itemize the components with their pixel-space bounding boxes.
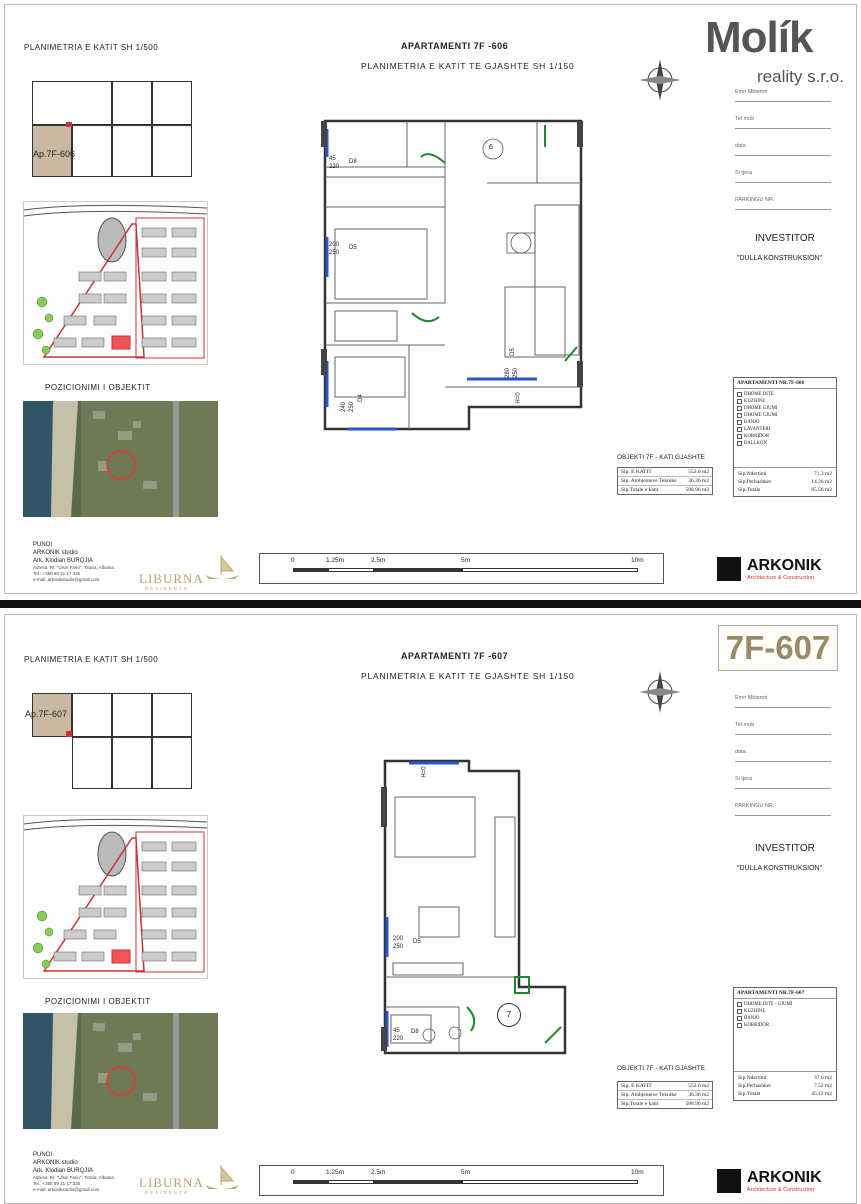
summary-row: Sip.Perbashket 14.26 m2 xyxy=(738,479,832,485)
door-label-d8: D8 xyxy=(349,159,357,165)
arkonik-logo: ARKONIK xyxy=(747,1169,822,1186)
site-plan xyxy=(23,201,208,365)
liburna-sub: RESIDENCE xyxy=(145,586,190,591)
keyplan-title: PLANIMETRIA E KATIT SH 1/500 xyxy=(24,43,159,52)
room-row: DHOME GJUMI xyxy=(734,405,836,412)
door-number: 6 xyxy=(489,144,493,151)
object-title: OBJEKTI 7F - KATI GJASHTE xyxy=(617,454,706,461)
window-label-2: 45 220 xyxy=(393,1028,404,1042)
room-row: KUZHINE xyxy=(734,398,836,405)
room-row: DHOME DITE - GJUMI xyxy=(734,1001,836,1008)
apartment-title: APARTAMENTI 7F -607 xyxy=(401,651,509,661)
investor-label: INVESTITOR xyxy=(755,233,815,244)
object-row: Sip.Totale e katit 588.96 m2 xyxy=(621,1101,709,1107)
site-plan xyxy=(23,815,208,979)
apartment-subtitle: PLANIMETRIA E KATIT TE GJASHTE SH 1/150 xyxy=(361,61,575,71)
client-form: Emri Mbiemri Tel mob data Si tjera PARKINGU NR. xyxy=(735,89,831,210)
room-row: DHOME GJUMI xyxy=(734,412,836,419)
arkonik-tagline: Architecture & Construction xyxy=(747,1187,814,1193)
room-row: DHOME DITE xyxy=(734,391,836,398)
room-row: KORRIDOR xyxy=(734,433,836,440)
summary-row: Sip.Totale 45.12 m2 xyxy=(738,1091,832,1097)
investor-name: "DULLA KONSTRUKSION" xyxy=(737,865,823,872)
aerial-photo xyxy=(23,401,218,517)
object-row: Sip. Ambjenteve Teknike 36.36 m2 xyxy=(618,1091,712,1100)
room-table xyxy=(733,377,837,497)
ship-icon xyxy=(203,553,241,588)
keyplan-unit-label: Ap.7F-606 xyxy=(33,149,76,159)
object-table xyxy=(617,1081,713,1109)
keyplan-unit-label: Ap.7F-607 xyxy=(25,709,68,719)
aerial-photo xyxy=(23,1013,218,1129)
object-row: Sip. Ambjenteve Teknike 36.36 m2 xyxy=(618,477,712,486)
door-label-d5: D5 xyxy=(349,245,357,251)
summary-row: Sip.Perbashket 7.52 m2 xyxy=(738,1083,832,1089)
object-table xyxy=(617,467,713,495)
summary-row: Sip.Totale 85.56 m2 xyxy=(738,487,832,493)
position-title: POZICIONIMI I OBJEKTIT xyxy=(45,383,151,392)
window-label-1: 45 220 xyxy=(329,156,340,170)
liburna-sub: RESIDENCE xyxy=(145,1190,190,1195)
floor-plan-sheet-607 xyxy=(4,614,857,1204)
scale-bar: 0 1.25m 2.5m 5m 10m xyxy=(259,1165,664,1196)
window-label-1: 200 250 xyxy=(393,936,404,950)
window-label-4: 280 250 xyxy=(505,367,520,379)
scale-bar: 0 1.25m 2.5m 5m 10m xyxy=(259,553,664,584)
keyplan xyxy=(32,81,198,179)
window-label-2: 200 250 xyxy=(329,242,340,256)
credits: PUNOI ARKONIK studio Ark. Klodian BURQJIA Adresa: Rr. "Ulsin Fario", Tirana, Albania. Tel.: +355 69 21 17 336 e-mail: arkonikstudio@gmail.com xyxy=(33,542,115,582)
object-row: Sip. E KATIT 552.6 m2 xyxy=(618,1082,712,1091)
apartment-title: APARTAMENTI 7F -606 xyxy=(401,41,509,51)
position-title: POZICIONIMI I OBJEKTIT xyxy=(45,997,151,1006)
door-label-d5b: D5 xyxy=(509,348,516,356)
unit-badge: 7F-607 xyxy=(718,625,838,671)
room-row: KORRIDOR xyxy=(734,1022,836,1029)
arkonik-tagline: Architecture & Construction xyxy=(747,575,814,581)
keyplan xyxy=(32,693,198,791)
liburna-logo: LIBURNA xyxy=(139,571,204,586)
liburna-logo: LIBURNA xyxy=(139,1175,204,1190)
investor-label: INVESTITOR xyxy=(755,843,815,854)
door-number: 7 xyxy=(497,1003,521,1027)
floor-level-label: H=0 xyxy=(515,392,522,404)
door-label-d8: D8 xyxy=(411,1029,419,1035)
compass-icon xyxy=(637,57,683,103)
room-row: LAVANTERI xyxy=(734,426,836,433)
floor-level-label: H=0 xyxy=(421,766,428,778)
sheet-separator xyxy=(0,600,861,608)
object-row: Sip.Totale e katit 588.96 m2 xyxy=(621,487,709,493)
arkonik-logo: ARKONIK xyxy=(747,557,822,574)
room-table-title: APARTAMENTI NR.7F-607 xyxy=(734,988,836,999)
client-form: Emri Mbiemri Tel mob data Si tjera PARKINGU NR. xyxy=(735,695,831,816)
room-table-title: APARTAMENTI NR.7F-606 xyxy=(734,378,836,389)
room-table xyxy=(733,987,837,1101)
room-row: BANJO xyxy=(734,419,836,426)
entrance-marker xyxy=(66,122,72,127)
investor-name: "DULLA KONSTRUKSION" xyxy=(737,255,823,262)
object-row: Sip. E KATIT 552.6 m2 xyxy=(618,468,712,477)
ship-icon xyxy=(203,1163,241,1198)
watermark-sub: reality s.r.o. xyxy=(757,67,844,86)
compass-icon xyxy=(637,669,683,715)
floor-plan-606 xyxy=(317,117,587,437)
entrance-marker xyxy=(66,731,72,737)
arkonik-icon xyxy=(717,557,741,581)
summary-row: Sip.Ndertimi 37.6 m2 xyxy=(738,1075,832,1081)
summary-row: Sip.Ndertimi 71.3 m2 xyxy=(738,471,832,477)
keyplan-title: PLANIMETRIA E KATIT SH 1/500 xyxy=(24,655,159,664)
door-label-d4: D4 xyxy=(357,394,364,402)
credits: PUNOI ARKONIK studio Ark. Klodian BURQJIA Adresa: Rr. "Ulsin Fario", Tirana, Albania. Tel.: +355 69 21 17 336 e-mail: arkonikstudio@gmail.com xyxy=(33,1152,115,1192)
apartment-subtitle: PLANIMETRIA E KATIT TE GJASHTE SH 1/150 xyxy=(361,671,575,681)
floor-plan-607 xyxy=(379,757,569,1057)
arkonik-icon xyxy=(717,1169,741,1193)
floor-plan-sheet-606 xyxy=(4,4,857,594)
room-row: BALLKON xyxy=(734,440,836,447)
door-label-d5: D5 xyxy=(413,939,421,945)
room-row: BANJO xyxy=(734,1015,836,1022)
room-row: KUZHINE xyxy=(734,1008,836,1015)
object-title: OBJEKTI 7F - KATI GJASHTE xyxy=(617,1065,706,1072)
watermark-logo: Molík xyxy=(705,13,813,62)
window-label-3: 240 250 xyxy=(341,401,356,413)
